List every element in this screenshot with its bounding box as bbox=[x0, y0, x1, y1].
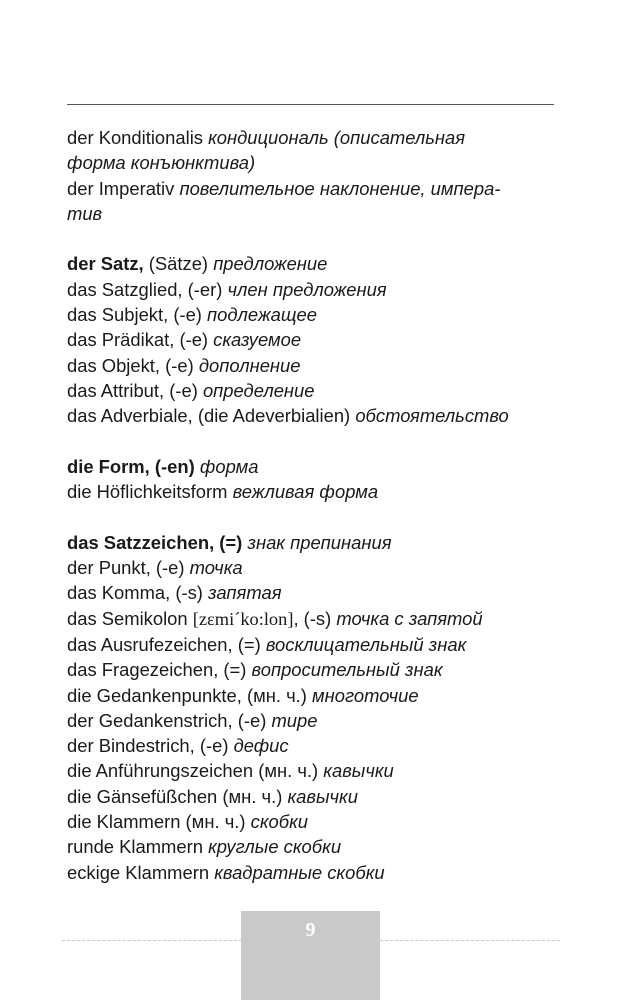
entry-runde-klammern bbox=[67, 834, 567, 859]
entry-punkt bbox=[67, 555, 567, 580]
entry-praedikat bbox=[67, 327, 567, 352]
german-term: das Subjekt, (-e) bbox=[67, 304, 202, 326]
glossary-content bbox=[67, 125, 567, 885]
russian-translation: кавычки bbox=[287, 785, 358, 807]
german-term: die Gedankenpunkte, (мн. ч.) bbox=[67, 684, 307, 706]
russian-translation: вопросительный знак bbox=[251, 659, 443, 681]
entry-semikolon bbox=[67, 606, 567, 632]
german-term: die Anführungszeichen (мн. ч.) bbox=[67, 760, 319, 782]
page-number-tab bbox=[241, 911, 380, 1000]
top-rule bbox=[67, 104, 554, 105]
russian-translation: форма конъюнктива) bbox=[67, 152, 256, 174]
russian-translation: член предложения bbox=[227, 278, 387, 300]
footer-dashed-line-right bbox=[380, 940, 560, 941]
german-term: das Attribut, (-e) bbox=[67, 379, 198, 401]
entry-adverbiale bbox=[67, 403, 567, 428]
entry-gaensefuesschen bbox=[67, 784, 567, 809]
german-term: der Gedankenstrich, (-e) bbox=[67, 709, 267, 731]
footer-dashed-line-left bbox=[62, 940, 242, 941]
russian-translation: запятая bbox=[208, 582, 282, 604]
russian-translation: скобки bbox=[250, 811, 309, 833]
russian-translation: квадратные скобки bbox=[214, 861, 385, 883]
russian-translation: дополнение bbox=[198, 354, 301, 376]
section-head-satzzeichen bbox=[67, 530, 567, 555]
german-term: das Komma, (-s) bbox=[67, 582, 203, 604]
german-term: der Bindestrich, (-e) bbox=[67, 735, 229, 757]
entry-komma bbox=[67, 580, 567, 605]
russian-translation: определение bbox=[202, 379, 315, 401]
german-term: das Fragezeichen, (=) bbox=[67, 659, 247, 681]
russian-translation: предложение bbox=[213, 253, 328, 275]
russian-translation: обстоятельство bbox=[355, 405, 509, 427]
entry-eckige-klammern bbox=[67, 860, 567, 885]
german-term: der Punkt, (-e) bbox=[67, 557, 185, 579]
russian-translation: дефис bbox=[233, 735, 289, 757]
russian-translation: форма bbox=[199, 455, 259, 477]
russian-translation: сказуемое bbox=[213, 329, 302, 351]
russian-translation: кавычки bbox=[323, 760, 394, 782]
german-term: das Satzglied, (-er) bbox=[67, 278, 223, 300]
transcription: [zεmi´ko:lon] bbox=[192, 608, 294, 629]
entry-konditionalis-cont bbox=[67, 150, 567, 175]
entry-bindestrich bbox=[67, 733, 567, 758]
plural-form: , (-s) bbox=[293, 607, 332, 629]
german-term: die Höflichkeitsform bbox=[67, 481, 228, 503]
russian-translation: кондициональ (описательная bbox=[208, 127, 466, 148]
entry-imperativ bbox=[67, 176, 567, 201]
russian-translation: тире bbox=[271, 709, 318, 731]
russian-translation: точка с запятой bbox=[336, 607, 483, 629]
plural-form: (Sätze) bbox=[148, 253, 209, 275]
german-term: das Adverbiale, (die Adeverbialien) bbox=[67, 405, 351, 427]
german-term: runde Klammern bbox=[67, 836, 203, 858]
entry-anfuehrungszeichen bbox=[67, 758, 567, 783]
german-term: das Semikolon bbox=[67, 607, 188, 629]
entry-gedankenpunkte bbox=[67, 683, 567, 708]
russian-translation: повелительное наклонение, импера- bbox=[179, 177, 501, 199]
entry-imperativ-cont bbox=[67, 201, 567, 226]
russian-translation: подлежащее bbox=[207, 304, 317, 326]
entry-subjekt bbox=[67, 302, 567, 327]
german-term: das Ausrufezeichen, (=) bbox=[67, 633, 261, 655]
german-term: die Klammern (мн. ч.) bbox=[67, 811, 246, 833]
section-heading: das Satzzeichen, (=) bbox=[67, 531, 243, 553]
section-heading: die Form, (-en) bbox=[67, 455, 195, 477]
entry-attribut bbox=[67, 378, 567, 403]
entry-objekt bbox=[67, 353, 567, 378]
russian-translation: круглые скобки bbox=[208, 836, 342, 858]
entry-klammern bbox=[67, 809, 567, 834]
russian-translation: тив bbox=[67, 202, 103, 224]
german-term: eckige Klammern bbox=[67, 861, 210, 883]
entry-hoeflichkeitsform bbox=[67, 479, 567, 504]
german-term: die Gänsefüßchen (мн. ч.) bbox=[67, 785, 283, 807]
section-heading: der Satz, bbox=[67, 253, 144, 275]
russian-translation: восклицательный знак bbox=[265, 633, 467, 655]
russian-translation: знак препинания bbox=[247, 531, 392, 553]
german-term: der Imperativ bbox=[67, 177, 175, 199]
russian-translation: вежливая форма bbox=[232, 481, 379, 503]
entry-gedankenstrich bbox=[67, 708, 567, 733]
entry-satzglied bbox=[67, 277, 567, 302]
german-term: das Prädikat, (-e) bbox=[67, 329, 209, 351]
entry-fragezeichen bbox=[67, 657, 567, 682]
russian-translation: многоточие bbox=[312, 684, 419, 706]
german-term: der Konditionalis bbox=[67, 127, 203, 148]
german-term: das Objekt, (-e) bbox=[67, 354, 194, 376]
section-head-satz bbox=[67, 251, 567, 276]
entry-ausrufezeichen bbox=[67, 632, 567, 657]
section-head-form bbox=[67, 454, 567, 479]
russian-translation: точка bbox=[189, 557, 243, 579]
page-number: 9 bbox=[305, 919, 316, 941]
entry-konditionalis bbox=[67, 125, 567, 150]
